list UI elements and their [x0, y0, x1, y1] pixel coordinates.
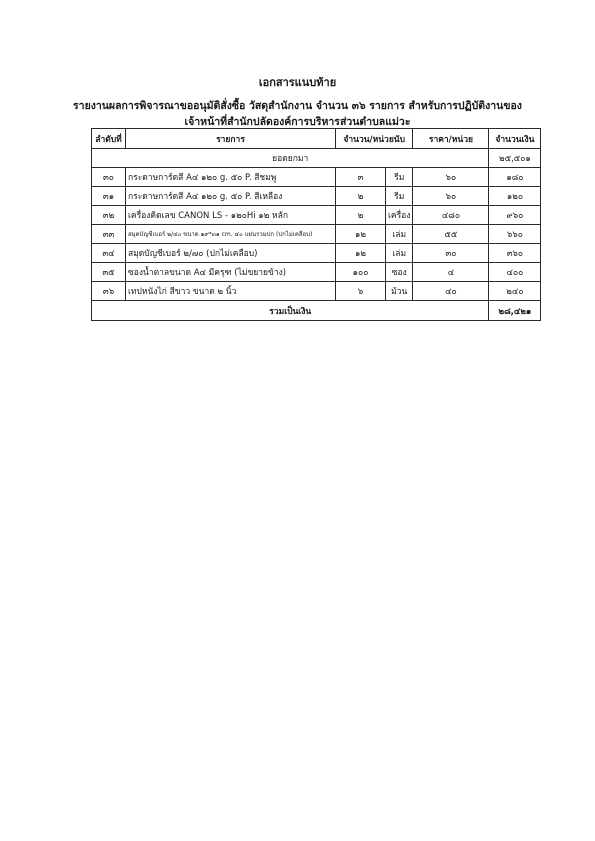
row-unit: เล่ม: [386, 244, 413, 263]
row-amount: ๒๔๐: [489, 282, 541, 301]
row-no: ๓๑: [92, 187, 126, 206]
row-item: เครื่องคิดเลข CANON LS - ๑๒๐Hi ๑๒ หลัก: [126, 206, 336, 225]
procurement-table: [91, 128, 541, 321]
row-amount: ๑๒๐: [489, 187, 541, 206]
table-row: [92, 225, 541, 244]
report-title: รายงานผลการพิจารณาขออนุมัติสั่งซื้อ วัสดุสำนักงาน จำนวน ๓๖ รายการ สำหรับการปฏิบัติงานของ: [73, 100, 522, 112]
table-header-row: [92, 129, 541, 149]
row-item: สมุดบัญชีเบอร์ ๒/๔๐ ขนาด ๑๙*๓๑ cm. ๔๐ แผ่นรวมปก (ปกไม่เคลือบ): [126, 225, 336, 244]
row-unit: เครื่อง: [386, 206, 413, 225]
row-price: ๔: [413, 263, 489, 282]
row-qty: ๒: [336, 187, 386, 206]
row-price: ๕๕: [413, 225, 489, 244]
header-qty-unit: จำนวน/หน่วยนับ: [336, 129, 413, 149]
row-unit: ซอง: [386, 263, 413, 282]
table-row: [92, 187, 541, 206]
row-qty: ๑๐๐: [336, 263, 386, 282]
row-amount: ๑๘๐: [489, 168, 541, 187]
row-no: ๓๓: [92, 225, 126, 244]
row-qty: ๑๒: [336, 225, 386, 244]
row-item: กระดาษการ์ดสี A๔ ๑๒๐ g. ๕๐ P. สีเหลือง: [126, 187, 336, 206]
total-amount: ๒๘,๔๒๑: [489, 301, 541, 321]
brought-forward-label: ยอดยกมา: [92, 149, 489, 168]
row-item: เทปหนังไก่ สีขาว ขนาด ๒ นิ้ว: [126, 282, 336, 301]
brought-forward-row: [92, 149, 541, 168]
header-no: ลำดับที่: [92, 129, 126, 149]
report-subtitle: เจ้าหน้าที่สำนักปลัดองค์การบริหารส่วนตำบลแม่วะ: [184, 116, 411, 128]
row-qty: ๒: [336, 206, 386, 225]
row-amount: ๖๖๐: [489, 225, 541, 244]
row-no: ๓๔: [92, 244, 126, 263]
table-row: [92, 263, 541, 282]
row-qty: ๓: [336, 168, 386, 187]
row-no: ๓๐: [92, 168, 126, 187]
attachment-title: เอกสารแนบท้าย: [258, 76, 337, 89]
header-amount: จำนวนเงิน: [489, 129, 541, 149]
row-qty: ๑๒: [336, 244, 386, 263]
row-unit: ม้วน: [386, 282, 413, 301]
row-unit: เล่ม: [386, 225, 413, 244]
table-row: [92, 244, 541, 263]
total-row: [92, 301, 541, 321]
row-item: ซองน้ำตาลขนาด A๔ มีครุฑ (ไม่ขยายข้าง): [126, 263, 336, 282]
row-price: ๔๐: [413, 282, 489, 301]
row-no: ๓๖: [92, 282, 126, 301]
total-label: รวมเป็นเงิน: [92, 301, 489, 321]
row-amount: ๓๖๐: [489, 244, 541, 263]
table-row: [92, 168, 541, 187]
brought-forward-amount: ๒๕,๕๐๑: [489, 149, 541, 168]
row-no: ๓๒: [92, 206, 126, 225]
row-price: ๖๐: [413, 187, 489, 206]
header-item: รายการ: [126, 129, 336, 149]
table-row: [92, 206, 541, 225]
row-price: ๔๘๐: [413, 206, 489, 225]
row-amount: ๔๐๐: [489, 263, 541, 282]
row-amount: ๙๖๐: [489, 206, 541, 225]
table-row: [92, 282, 541, 301]
row-item: สมุดบัญชีเบอร์ ๒/๗๐ (ปกไม่เคลือบ): [126, 244, 336, 263]
row-item: กระดาษการ์ดสี A๔ ๑๒๐ g. ๕๐ P. สีชมพู: [126, 168, 336, 187]
row-unit: รีม: [386, 168, 413, 187]
row-price: ๖๐: [413, 168, 489, 187]
row-qty: ๖: [336, 282, 386, 301]
row-no: ๓๕: [92, 263, 126, 282]
row-price: ๓๐: [413, 244, 489, 263]
header-price: ราคา/หน่วย: [413, 129, 489, 149]
row-unit: รีม: [386, 187, 413, 206]
